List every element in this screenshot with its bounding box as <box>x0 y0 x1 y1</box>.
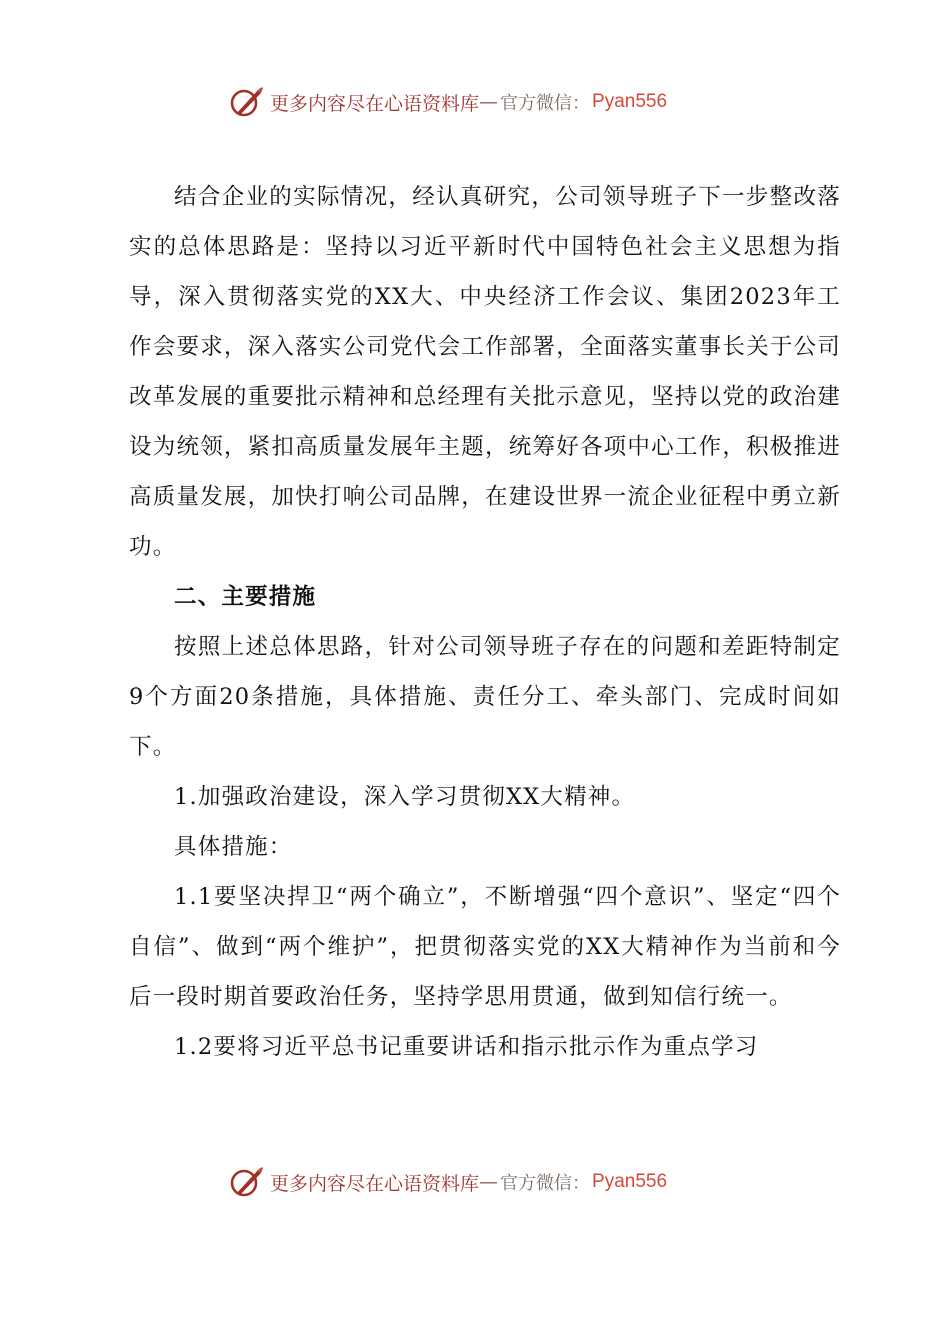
paragraph-specific-measures: 具体措施： <box>174 834 293 860</box>
paragraph-item-1-1: 1.1要坚决捍卫“两个确立”，不断增强“四个意识”、坚定“四个自信”、做到“两个维护”，把贯彻落实党的XX大精神作为当前和今后一段时期首要政治任务，坚持学思用贯通，做到知信行统一。 <box>129 884 841 1010</box>
document-body <box>129 172 841 1072</box>
banner-wechat-id: Pyan556 <box>592 1171 668 1192</box>
quill-logo-icon <box>228 84 264 120</box>
quill-logo-icon <box>228 1164 264 1200</box>
banner-wechat-id: Pyan556 <box>592 91 668 112</box>
paragraph-measures-intro: 按照上述总体思路，针对公司领导班子存在的问题和差距特制定9个方面20条措施，具体措施、责任分工、牵头部门、完成时间如下。 <box>129 634 841 760</box>
footer-banner <box>228 1162 667 1202</box>
paragraph-item-1: 1.加强政治建设，深入学习贯彻XX大精神。 <box>174 784 636 810</box>
banner-separator: — <box>479 1171 499 1193</box>
header-banner <box>228 82 667 122</box>
paragraph-overall-approach: 结合企业的实际情况，经认真研究，公司领导班子下一步整改落实的总体思路是：坚持以习近平新时代中国特色社会主义思想为指导，深入贯彻落实党的XX大、中央经济工作会议、集团2023年工作会要求，深入落实公司党代会工作部署，全面落实董事长关于公司改革发展的重要批示精神和总经理有关批示意见，坚持以党的政治建设为统领，紧扣高质量发展年主题，统筹好各项中心工作，积极推进高质量发展，加快打响公司品牌，在建设世界一流企业征程中勇立新功。 <box>129 184 841 560</box>
banner-wechat-label: 官方微信： <box>500 93 591 114</box>
banner-text: 更多内容尽在心语资料库 <box>270 92 480 115</box>
banner-wechat-label: 官方微信： <box>500 1173 591 1194</box>
banner-separator: — <box>479 91 499 113</box>
paragraph-item-1-2: 1.2要将习近平总书记重要讲话和指示批示作为重点学习 <box>174 1034 759 1060</box>
section-heading: 二、主要措施 <box>174 584 317 610</box>
banner-text: 更多内容尽在心语资料库 <box>270 1172 480 1195</box>
